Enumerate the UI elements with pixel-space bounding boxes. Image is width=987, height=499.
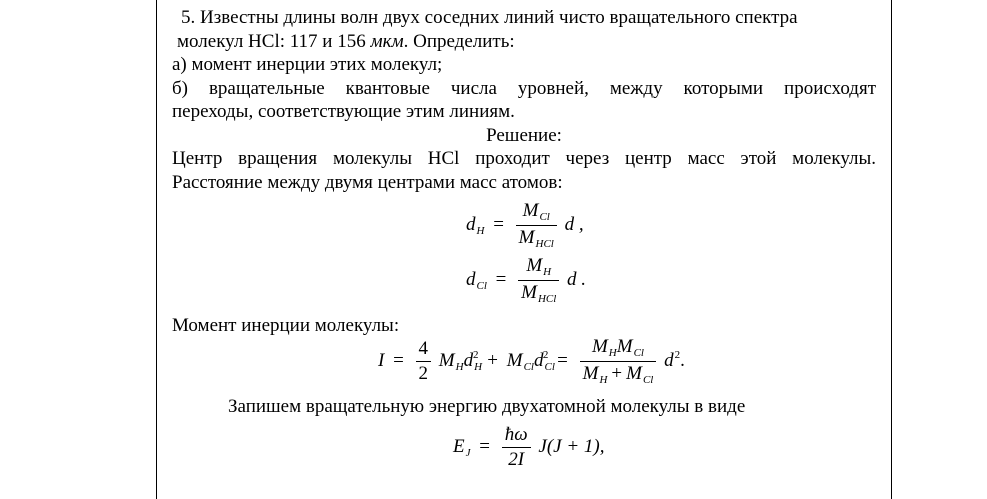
problem-line-2: молекул HCl: 117 и 156 мкм. Определить: bbox=[177, 30, 515, 52]
formula-d-h: $d_H$ = $\frac{M_{Cl}}{M_{HCl}}$ d , bbox=[466, 200, 584, 250]
problem-item-b-line-1: б) вращательные квантовые числа уровней, между которыми происходят bbox=[172, 77, 876, 99]
document-body bbox=[172, 6, 876, 194]
problem-item-a: а) момент инерции этих молекул; bbox=[172, 54, 443, 75]
unit-mkm: мкм bbox=[370, 30, 404, 52]
coefficient-fraction: $\frac{4}{2}$ bbox=[416, 338, 432, 385]
solution-paragraph-2: Момент инерции молекулы: bbox=[172, 315, 400, 336]
problem-line-1: 5. Известны длины волн двух соседних линий чисто вращательного спектра bbox=[181, 7, 798, 28]
formula-moment-of-inertia: I = $\frac{4}{2}$ $M_Hd_H^2 + M_{Cl}d_{Cl}^2$ = $\frac{M_HM_{Cl}}{M_H + M_{Cl}}$ $d^2$. bbox=[378, 336, 685, 386]
formula-rotational-energy: $E_J$ = $\frac{ħ\omega}{2I}$ J(J + 1), bbox=[453, 424, 605, 470]
problem-item-b-line-2: переходы, соответствующие этим линиям. bbox=[172, 101, 515, 122]
solution-paragraph-1-line-2: Расстояние между двумя центрами масс атомов: bbox=[172, 171, 563, 193]
mass-fraction: $\frac{M_HM_{Cl}}{M_H + M_{Cl}}$ bbox=[580, 336, 657, 387]
solution-paragraph-1-line-1: Центр вращения молекулы HCl проходит через центр масс этой молекулы. bbox=[172, 148, 876, 169]
fraction: $\frac{ħ\omega}{2I}$ bbox=[502, 424, 531, 471]
fraction: $\frac{M_H}{M_{HCl}}$ bbox=[518, 255, 559, 306]
formula-d-cl: $d_{Cl}$ = $\frac{M_H}{M_{HCl}}$ d . bbox=[466, 255, 587, 305]
fraction: $\frac{M_{Cl}}{M_{HCl}}$ bbox=[516, 200, 557, 251]
solution-heading: Решение: bbox=[486, 124, 562, 146]
solution-paragraph-3: Запишем вращательную энергию двухатомной молекулы в виде bbox=[228, 396, 746, 417]
